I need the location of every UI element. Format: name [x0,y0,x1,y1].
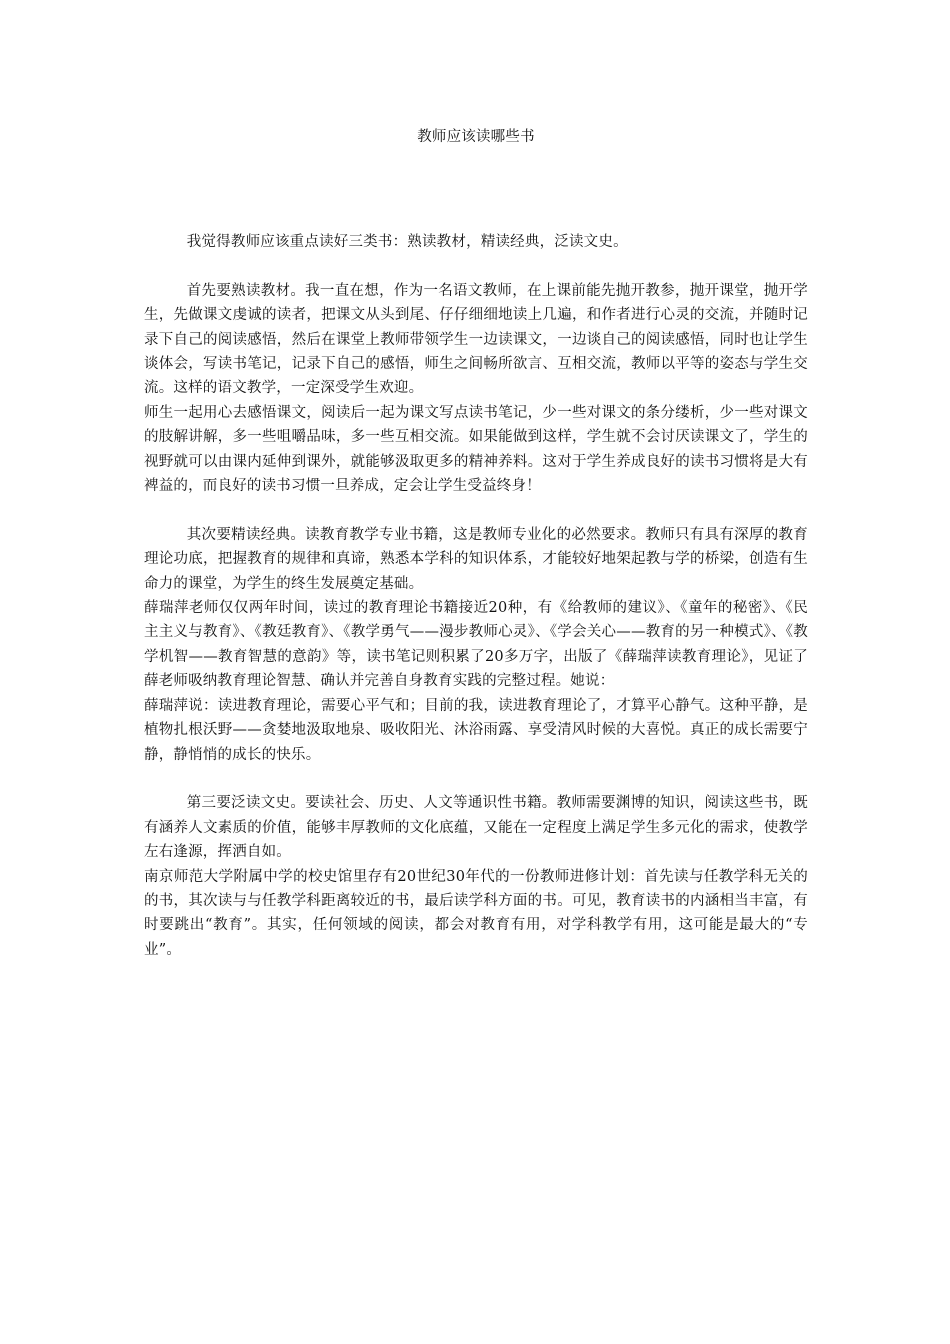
document-body [144,125,808,962]
section-1-paragraph: 师生一起用心去感悟课文，阅读后一起为课文写点读书笔记，少一些对课文的条分缕析，少一些对课文的肢解讲解，多一些咀嚼品味，多一些互相交流。如果能做到这样，学生就不会讨厌读课文了，学生的视野就可以由课内延伸到课外，就能够汲取更多的精神养料。这对于学生养成良好的读书习惯将是大有裨益的，而良好的读书习惯一旦养成，定会让学生受益终身！ [144,404,808,495]
blank-line [144,498,808,522]
section-1-lead: 首先要熟读教材。我一直在想，作为一名语文教师，在上课前能先抛开教参，抛开课堂，抛开学生，先做课文虔诚的读者，把课文从头到尾、仔仔细细地读上几遍，和作者进行心灵的交流，并随时记录下自己的阅读感悟，然后在课堂上教师带领学生一边读课文，一边谈自己的阅读感悟，同时也让学生谈体会，写读书笔记，记录下自己的感悟，师生之间畅所欲言、互相交流，教师以平等的姿态与学生交流。这样的语文教学，一定深受学生欢迎。 [144,282,808,397]
title-gap [144,149,808,230]
section-3-lead: 第三要泛读文史。要读社会、历史、人文等通识性书籍。教师需要渊博的知识，阅读这些书，既有涵养人文素质的价值，能够丰厚教师的文化底蕴，又能在一定程度上满足学生多元化的需求，使教学左右逢源，挥洒自如。 [144,795,808,861]
blank-line [144,254,808,278]
section-2-lead: 其次要精读经典。读教育教学专业书籍，这是教师专业化的必然要求。教师只有具有深厚的教育理论功底，把握教育的规律和真谛，熟悉本学科的知识体系，才能较好地架起教与学的桥梁，创造有生命力的课堂，为学生的终生发展奠定基础。 [144,526,808,592]
intro-paragraph: 我觉得教师应该重点读好三类书：熟读教材，精读经典，泛读文史。 [186,234,628,250]
section-3-paragraph: 南京师范大学附属中学的校史馆里存有20世纪30年代的一份教师进修计划：首先读与任教学科无关的的书，其次读与与任教学科距离较近的书，最后读学科方面的书。可见，教育读书的内涵相当丰富，有时要跳出“教育”。其实，任何领域的阅读，都会对教育有用，对学科教学有用，这可能是最大的“专业”。 [144,868,808,958]
section-2-paragraph: 薛瑞萍老师仅仅两年时间，读过的教育理论书籍接近20种，有《给教师的建议》、《童年的秘密》、《民主主义与教育》、《教廷教育》、《教学勇气——漫步教师心灵》、《学会关心——教育的另一种模式》、《教学机智——教育智慧的意韵》等，读书笔记则积累了20多万字，出版了《薛瑞萍读教育理论》，见证了薛老师吸纳教育理论智慧、确认并完善自身教育实践的完整过程。她说： [144,600,808,690]
section-2-quote: 薛瑞萍说：读进教育理论，需要心平气和；目前的我，读进教育理论了，才算平心静气。这种平静，是植物扎根沃野——贪婪地汲取地泉、吸收阳光、沐浴雨露、享受清风时候的大喜悦。真正的成长需要宁静，静悄悄的成长的快乐。 [144,697,808,763]
document-title: 教师应该读哪些书 [417,129,535,145]
blank-line [144,767,808,791]
